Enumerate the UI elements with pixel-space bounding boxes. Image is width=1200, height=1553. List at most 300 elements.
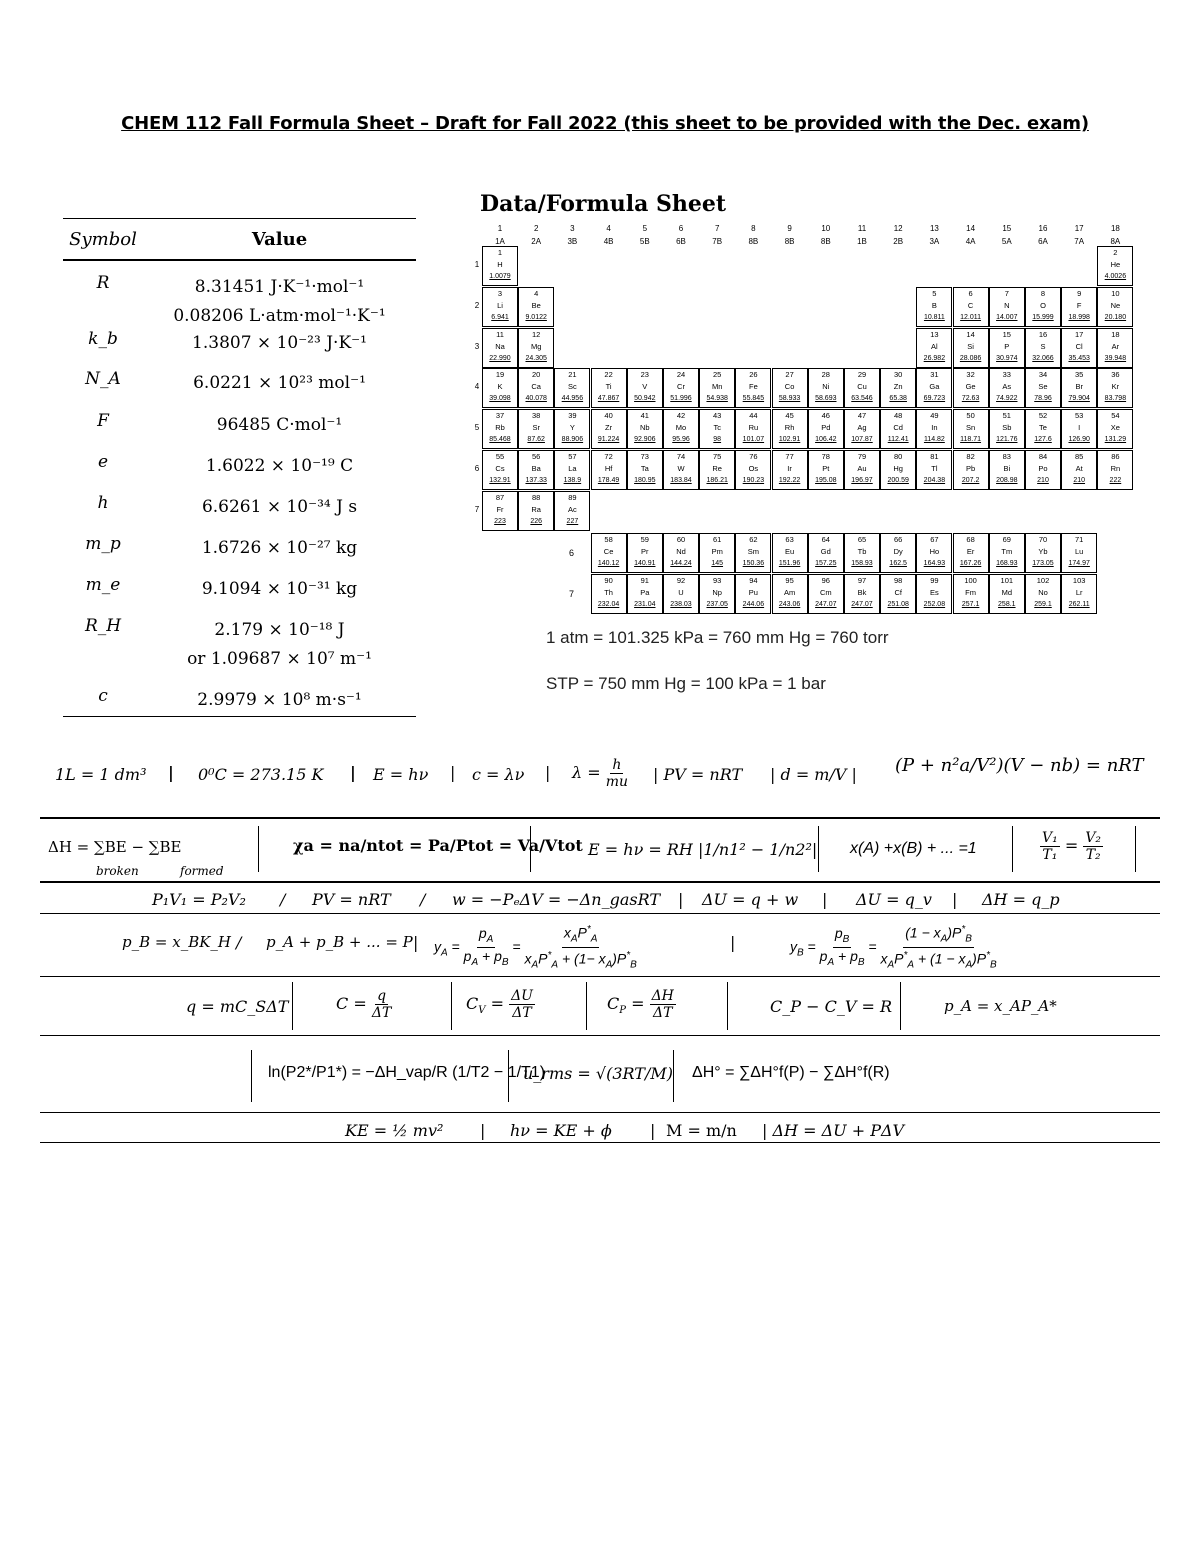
constant-value	[143, 329, 416, 358]
element-number: 22	[604, 370, 613, 380]
element-symbol: Md	[1001, 588, 1012, 597]
element-i	[1061, 409, 1097, 449]
group-family: 3A	[929, 237, 940, 246]
constant-row	[63, 261, 416, 326]
element-symbol: Sn	[966, 423, 976, 433]
constant-symbol: h	[97, 493, 109, 513]
constant-value-line: 6.6261 × 10⁻³⁴ J s	[201, 497, 358, 517]
element-number: 83	[1002, 452, 1011, 461]
group-label	[953, 222, 989, 248]
group-label	[808, 222, 844, 248]
element-number: 49	[930, 411, 939, 421]
element-tb	[844, 533, 880, 573]
group-number: 14	[966, 224, 976, 233]
constant-value	[143, 616, 416, 674]
element-symbol: Er	[966, 547, 975, 556]
element-ra	[518, 491, 554, 531]
element-number: 63	[785, 535, 794, 544]
element-br	[1061, 368, 1097, 408]
element-b	[916, 287, 952, 327]
element-number: 73	[640, 452, 649, 461]
element-mass: 157.25	[815, 560, 837, 567]
constant-row	[63, 485, 416, 526]
element-symbol: Te	[1039, 423, 1047, 433]
element-number: 95	[785, 576, 794, 585]
group-number: 4	[606, 224, 611, 233]
element-number: 7	[1004, 288, 1009, 298]
element-mass: 4.0026	[1104, 273, 1127, 280]
element-number: 31	[930, 370, 939, 380]
element-cf	[880, 574, 916, 614]
element-mass: 18.998	[1068, 313, 1090, 321]
element-symbol: C	[967, 300, 974, 310]
element-symbol: Ac	[568, 504, 577, 514]
formula-rydberg: E = hν = RH |1/n1² − 1/n2²|	[588, 840, 818, 859]
group-label	[880, 222, 916, 248]
element-mass: 173.05	[1032, 560, 1054, 567]
element-number: 30	[894, 370, 903, 380]
element-ir	[772, 450, 808, 490]
element-symbol: La	[568, 464, 577, 473]
element-number: 38	[532, 411, 541, 421]
element-mass: 222	[1109, 477, 1122, 484]
element-symbol: Tc	[713, 423, 721, 433]
formula-van-der-waals: (P + n²a/V²)(V − nb) = nRT	[895, 755, 1144, 776]
element-mass: 223	[494, 517, 506, 525]
group-number: 13	[929, 224, 939, 233]
group-number: 5	[642, 224, 648, 233]
formula-de-broglie: λ = $\frac{h}{mu}$	[572, 757, 629, 790]
element-mass: 251.08	[887, 601, 909, 608]
formula-first-law: ΔU = q + w	[702, 890, 799, 909]
constant-value	[143, 273, 416, 331]
element-er	[953, 533, 989, 573]
element-ta	[627, 450, 663, 490]
element-te	[1025, 409, 1061, 449]
group-family: 7A	[1074, 237, 1085, 246]
element-ho	[916, 533, 952, 573]
element-symbol: Cm	[819, 588, 832, 597]
element-symbol: Si	[967, 341, 974, 351]
element-ne	[1097, 287, 1133, 327]
element-number: 17	[1075, 329, 1084, 339]
element-number: 42	[676, 411, 686, 421]
formula-ideal-gas-2: PV = nRT	[312, 890, 391, 909]
element-number: 78	[821, 452, 830, 461]
element-mass: 95.96	[672, 436, 690, 444]
element-mass: 207.2	[961, 477, 980, 484]
element-symbol: Al	[931, 341, 938, 351]
element-mass: 10.811	[923, 313, 945, 321]
element-lr	[1061, 574, 1097, 614]
element-symbol: Bk	[857, 588, 867, 597]
element-mass: 200.59	[887, 477, 909, 484]
element-number: 77	[785, 452, 794, 461]
group-label	[735, 222, 771, 248]
element-symbol: Fr	[496, 504, 504, 514]
element-in	[916, 409, 952, 449]
element-mass: 101.07	[742, 436, 765, 444]
element-symbol: Pu	[748, 588, 758, 597]
element-mass: 88.906	[561, 436, 584, 444]
element-mass: 39.098	[489, 395, 511, 403]
element-mass: 140.12	[597, 560, 620, 567]
formula-liter: 1L = 1 dm³	[55, 765, 147, 784]
element-number: 81	[930, 452, 939, 461]
element-hg	[880, 450, 916, 490]
element-mass: 210	[1037, 477, 1049, 484]
element-w	[663, 450, 699, 490]
constant-value-line: 96485 C·mol⁻¹	[216, 415, 343, 435]
element-symbol: Nd	[676, 547, 686, 556]
period-label: 6	[474, 464, 480, 473]
element-number: 41	[640, 411, 649, 421]
separator: /	[280, 890, 286, 909]
formula-heat: q = mC_SΔT	[186, 997, 289, 1016]
element-number: 46	[821, 411, 830, 421]
element-number: 15	[1002, 329, 1011, 339]
element-symbol: Cf	[894, 588, 902, 597]
group-label	[844, 222, 880, 248]
group-family: 8A	[1110, 237, 1121, 246]
element-symbol: Ru	[748, 423, 759, 433]
group-family: 6B	[676, 237, 686, 246]
formula-density: | d = m/V |	[770, 765, 857, 784]
element-mass: 22.990	[489, 354, 511, 362]
element-cs	[482, 450, 518, 490]
element-number: 51	[1002, 411, 1011, 421]
element-xe	[1097, 409, 1133, 449]
element-mass: 167.26	[959, 560, 982, 567]
element-symbol: Kr	[1111, 382, 1120, 392]
element-mass: 131.29	[1104, 436, 1127, 444]
constant-value-line: 8.31451 J·K⁻¹·mol⁻¹	[194, 277, 365, 297]
element-number: 1	[497, 248, 503, 257]
constant-symbol: m_e	[85, 575, 121, 595]
element-symbol: In	[931, 423, 938, 433]
element-symbol: Th	[604, 588, 613, 597]
element-number: 21	[568, 370, 577, 380]
element-mass: 44.956	[561, 395, 584, 403]
element-mass: 140.91	[634, 560, 656, 567]
element-mass: 106.42	[815, 436, 837, 444]
element-na	[482, 328, 518, 368]
formula-fraction-sum: x(A) +x(B) + ... =1	[850, 840, 977, 857]
formula-henry: p_B = x_BK_H	[122, 933, 231, 951]
constant-symbol: e	[97, 452, 109, 472]
element-symbol: Fm	[965, 588, 977, 597]
element-number: 71	[1075, 535, 1084, 544]
element-mass: 232.04	[597, 601, 620, 608]
element-symbol: Pb	[966, 464, 976, 473]
element-cr	[663, 368, 699, 408]
element-au	[844, 450, 880, 490]
element-ba	[518, 450, 554, 490]
element-mass: 144.24	[670, 560, 692, 567]
group-family: 4A	[965, 237, 976, 246]
constant-value-line: or 1.09687 × 10⁷ m⁻¹	[187, 649, 372, 669]
element-mass: 54.938	[706, 395, 728, 403]
constant-value-line: 1.3807 × 10⁻²³ J·K⁻¹	[192, 333, 367, 353]
separator: |	[480, 1121, 486, 1140]
element-number: 27	[785, 370, 794, 380]
element-number: 66	[894, 535, 903, 544]
element-dy	[880, 533, 916, 573]
element-number: 32	[966, 370, 975, 380]
element-number: 44	[749, 411, 758, 421]
constant-value	[143, 534, 416, 563]
element-symbol: As	[1002, 382, 1012, 392]
element-ge	[953, 368, 989, 408]
element-symbol: Ba	[531, 464, 541, 473]
element-h	[482, 246, 518, 286]
element-symbol: Ho	[929, 547, 940, 556]
element-number: 76	[749, 452, 758, 461]
element-symbol: Cu	[857, 382, 867, 392]
element-symbol: Zr	[605, 423, 613, 433]
element-number: 23	[640, 370, 649, 380]
element-mass: 174.97	[1068, 560, 1090, 567]
period-label: 4	[474, 382, 480, 392]
element-symbol: Hg	[893, 464, 903, 473]
element-c	[953, 287, 989, 327]
element-symbol: O	[1040, 300, 1046, 310]
element-mass: 151.96	[778, 560, 801, 567]
element-mass: 127.6	[1034, 436, 1052, 444]
element-number: 82	[966, 452, 975, 461]
element-symbol: Br	[1075, 382, 1083, 392]
element-th	[591, 574, 627, 614]
element-v	[627, 368, 663, 408]
element-mass: 14.007	[996, 313, 1018, 321]
element-symbol: Ti	[605, 382, 612, 392]
element-number: 60	[676, 535, 686, 544]
element-mass: 78.96	[1034, 395, 1052, 403]
element-symbol: Tb	[857, 547, 867, 556]
element-symbol: Mo	[675, 423, 687, 433]
element-la	[554, 450, 590, 490]
constant-row	[63, 608, 416, 678]
element-symbol: Mg	[530, 341, 542, 351]
group-family: 8B	[784, 237, 795, 246]
formula-rms-speed: u_rms = √(3RT/M)	[523, 1064, 673, 1083]
element-symbol: Lr	[1075, 588, 1083, 597]
element-number: 37	[495, 411, 505, 421]
element-number: 20	[532, 370, 541, 380]
element-ar	[1097, 328, 1133, 368]
formula-mole-fraction: χa = na/ntot = Pa/Ptot = Va/Vtot	[293, 836, 583, 855]
element-number: 97	[857, 576, 867, 585]
element-symbol: Zn	[893, 382, 903, 392]
formula-enthalpy: | ΔH = ΔU + PΔV	[762, 1121, 905, 1140]
separator: |	[730, 933, 736, 952]
element-lu	[1061, 533, 1097, 573]
formula-molar-mass: M = m/n	[666, 1121, 737, 1140]
group-label	[663, 222, 699, 248]
element-symbol: N	[1004, 300, 1010, 310]
element-ru	[735, 409, 771, 449]
group-family: 5A	[1001, 237, 1012, 246]
element-number: 68	[966, 535, 975, 544]
element-no	[1025, 574, 1061, 614]
element-number: 16	[1038, 329, 1048, 339]
element-nd	[663, 533, 699, 573]
element-symbol: Hf	[604, 464, 613, 473]
element-symbol: U	[678, 588, 684, 597]
element-number: 72	[604, 452, 613, 461]
element-ag	[844, 409, 880, 449]
constant-row	[63, 361, 416, 403]
element-mg	[518, 328, 554, 368]
element-number: 2	[1113, 248, 1118, 257]
element-mass: 238.03	[670, 601, 692, 608]
element-mass: 72.63	[961, 395, 980, 403]
element-number: 3	[497, 288, 503, 298]
element-number: 94	[749, 576, 758, 585]
element-number: 9	[1077, 288, 1082, 298]
header-value: Value	[251, 228, 308, 250]
element-sb	[989, 409, 1025, 449]
element-symbol: P	[1004, 341, 1010, 351]
element-symbol: Xe	[1110, 423, 1120, 433]
group-number: 15	[1002, 224, 1012, 233]
element-number: 29	[857, 370, 867, 380]
element-symbol: I	[1078, 423, 1081, 433]
element-mass: 237.05	[706, 601, 728, 608]
formula-hess: ΔH° = ∑ΔH°f(P) − ∑ΔH°f(R)	[692, 1064, 890, 1081]
element-symbol: At	[1075, 464, 1083, 473]
constant-row	[63, 444, 416, 485]
element-number: 98	[894, 576, 903, 585]
element-re	[699, 450, 735, 490]
group-label	[591, 222, 627, 248]
element-symbol: Pa	[640, 588, 650, 597]
element-symbol: Lu	[1075, 547, 1084, 556]
group-label	[1025, 222, 1061, 248]
element-ce	[591, 533, 627, 573]
element-si	[953, 328, 989, 368]
element-nb	[627, 409, 663, 449]
element-y	[554, 409, 590, 449]
element-zr	[591, 409, 627, 449]
constant-value	[143, 369, 416, 398]
element-mass: 6.941	[491, 313, 509, 321]
constant-symbol: c	[98, 686, 108, 706]
element-symbol: Au	[857, 464, 867, 473]
element-mass: 51.996	[670, 395, 692, 403]
group-label	[1097, 222, 1133, 248]
group-family: 1A	[495, 237, 505, 246]
element-number: 43	[713, 411, 722, 421]
constant-symbol: R_H	[84, 616, 122, 636]
element-mass: 9.0122	[525, 313, 547, 321]
element-symbol: Pd	[821, 423, 831, 433]
element-mass: 196.97	[851, 477, 873, 484]
element-symbol: Np	[712, 588, 722, 597]
formula-work: w = −PₑΔV = −Δn_gasRT	[452, 890, 661, 909]
element-mass: 121.76	[996, 436, 1018, 444]
formula-cp: $C_P$ = $\frac{\Delta H}{\Delta T}$	[607, 988, 674, 1021]
group-label	[482, 222, 518, 248]
formula-dalton: p_A + p_B + ... = P	[266, 933, 413, 951]
element-mass: 79.904	[1068, 395, 1090, 403]
element-symbol: Es	[930, 588, 939, 597]
formula-light-speed: c = λν	[472, 765, 525, 784]
element-number: 52	[1038, 411, 1048, 421]
element-mass: 210	[1073, 477, 1086, 484]
formula-ya: $y_A$ = $\frac{p_A}{p_A + p_B}$ = $\frac{x_AP^*_A}{x_AP^*_A + (1- x_A)P^*_B}$	[434, 924, 637, 971]
element-pr	[627, 533, 663, 573]
element-number: 103	[1072, 576, 1086, 585]
element-symbol: Ga	[929, 382, 940, 392]
constant-symbol: m_p	[85, 534, 121, 554]
period-label: 7	[474, 504, 480, 514]
element-symbol: K	[497, 382, 503, 392]
group-family: 8B	[748, 237, 759, 246]
element-cu	[844, 368, 880, 408]
element-symbol: Sc	[568, 382, 577, 392]
group-number: 7	[714, 224, 720, 233]
element-mass: 47.867	[597, 395, 620, 403]
formula-bond-enthalpy: ΔH = ∑BE − ∑BE	[48, 838, 182, 856]
formula-heat-capacity: C = $\frac{q}{\Delta T}$	[336, 988, 392, 1021]
element-symbol: B	[931, 300, 937, 310]
group-label	[772, 222, 808, 248]
element-number: 40	[604, 411, 613, 421]
constant-value-line: 1.6726 × 10⁻²⁷ kg	[201, 538, 358, 558]
element-number: 12	[532, 329, 541, 339]
element-he	[1097, 246, 1133, 286]
element-symbol: Bi	[1003, 464, 1011, 473]
element-mass: 50.942	[634, 395, 656, 403]
element-mass: 98	[713, 436, 722, 444]
element-number: 48	[894, 411, 903, 421]
element-cm	[808, 574, 844, 614]
formula-photoelectric: hν = KE + ϕ	[510, 1121, 612, 1140]
element-mass: 150.36	[742, 560, 765, 567]
element-mass: 30.974	[996, 354, 1018, 362]
element-symbol: Ar	[1111, 341, 1120, 351]
element-mass: 107.87	[851, 436, 873, 444]
page-title: CHEM 112 Fall Formula Sheet – Draft for Fall 2022 (this sheet to be provided with the Dec. exam)	[121, 113, 1089, 134]
element-mass: 1.0079	[489, 273, 511, 280]
element-tl	[916, 450, 952, 490]
element-number: 102	[1036, 576, 1050, 585]
group-family: 1B	[857, 237, 867, 246]
element-number: 28	[821, 370, 830, 380]
element-number: 35	[1075, 370, 1084, 380]
group-number: 16	[1038, 224, 1048, 233]
element-ac	[554, 491, 590, 531]
element-symbol: Cl	[1075, 341, 1083, 351]
element-as	[989, 368, 1025, 408]
constant-value	[143, 493, 416, 522]
element-mass: 92.906	[634, 436, 656, 444]
separator: |	[822, 890, 828, 909]
element-mass: 259.1	[1034, 601, 1052, 608]
constant-symbol: R	[96, 273, 110, 293]
constant-value-line: 2.179 × 10⁻¹⁸ J	[214, 620, 345, 640]
constant-value-line: 1.6022 × 10⁻¹⁹ C	[205, 456, 354, 476]
element-symbol: Ce	[603, 547, 614, 556]
element-number: 8	[1040, 288, 1046, 298]
element-kr	[1097, 368, 1133, 408]
element-mass: 208.98	[996, 477, 1018, 484]
element-symbol: Li	[497, 300, 503, 310]
element-co	[772, 368, 808, 408]
element-symbol: W	[677, 464, 685, 473]
element-yb	[1025, 533, 1061, 573]
